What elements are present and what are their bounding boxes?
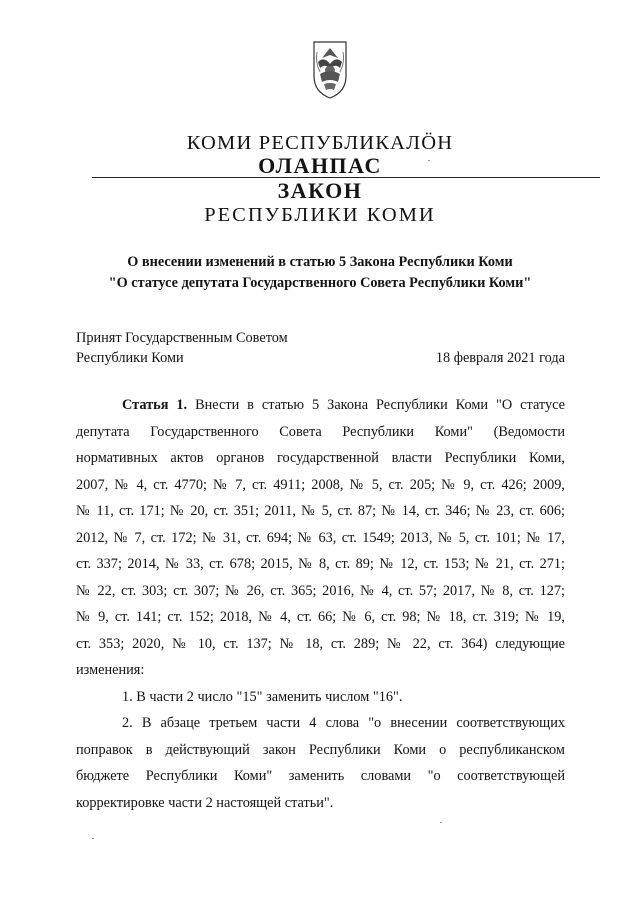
item-1: 1. В части 2 число "15" заменить числом "16". [122,688,403,705]
article-body [76,392,565,816]
law-title: ЗАКОН [277,178,363,203]
adoption-date: 18 февраля 2021 года [435,350,565,366]
article-text: Внести в статью 5 Закона Республики Коми "О статусе [187,397,565,413]
item-2-line: бюджете Республики Коми" заменить словами "о соответствующей [76,768,565,784]
item-2-line: поправок в действующий закон Республики Коми о республиканском [76,741,565,758]
scan-speck [428,160,430,161]
article-line: депутата Государственного Совета Республики Коми" (Ведомости [76,423,565,440]
article-line: ст. 353; 2020, № 10, ст. 137; № 18, ст. 289; № 22, ст. 364) следующие [76,635,565,652]
article-line: № 11, ст. 171; № 20, ст. 351; 2011, № 5, ст. 87; № 14, ст. 346; № 23, ст. 606; [76,503,565,519]
article-line: ст. 337; 2014, № 33, ст. 678; 2015, № 8, ст. 89; № 12, ст. 153; № 21, ст. 271; [76,556,565,572]
adoption-line: Принят Государственным Советом [76,330,288,346]
item-2-line: 2. В абзаце третьем части 4 слова "о внесении соответствующих [122,715,565,731]
law-label-komi: ОЛАНПАС [258,153,382,178]
republic-name: РЕСПУБЛИКИ КОМИ [204,204,436,226]
article-line: № 22, ст. 303; ст. 307; № 26, ст. 365; 2016, № 4, ст. 57; 2017, № 8, ст. 127; [76,582,565,599]
adoption-line: Республики Коми [76,350,184,366]
heading-line: О внесении изменений в статью 5 Закона Республики Коми [127,254,513,270]
adoption-info [76,328,288,368]
article-label: Статья 1. [122,397,188,413]
org-name-komi: КОМИ РЕСПУБЛИКАЛÖН [186,132,454,154]
document-heading [0,252,640,294]
article-line [76,392,565,419]
article-line: № 9, ст. 141; ст. 152; 2018, № 4, ст. 66; № 6, ст. 98; № 18, ст. 319; № 19, [76,609,565,625]
heading-line: "О статусе депутата Государственного Совета Республики Коми" [108,275,532,291]
article-line: изменения: [76,662,145,678]
coat-of-arms-emblem [308,38,352,100]
scan-speck [92,838,94,839]
item-2-line: корректировке части 2 настоящей статьи". [76,794,334,811]
article-line: 2012, № 7, ст. 172; № 31, ст. 694; № 63, ст. 1549; 2013, № 5, ст. 101; № 17, [76,529,565,546]
article-line: 2007, № 4, ст. 4770; № 7, ст. 4911; 2008, № 5, ст. 205; № 9, ст. 426; 2009, [76,476,565,493]
scan-speck [440,822,442,823]
article-line: нормативных актов органов государственной власти Республики Коми, [76,450,565,466]
